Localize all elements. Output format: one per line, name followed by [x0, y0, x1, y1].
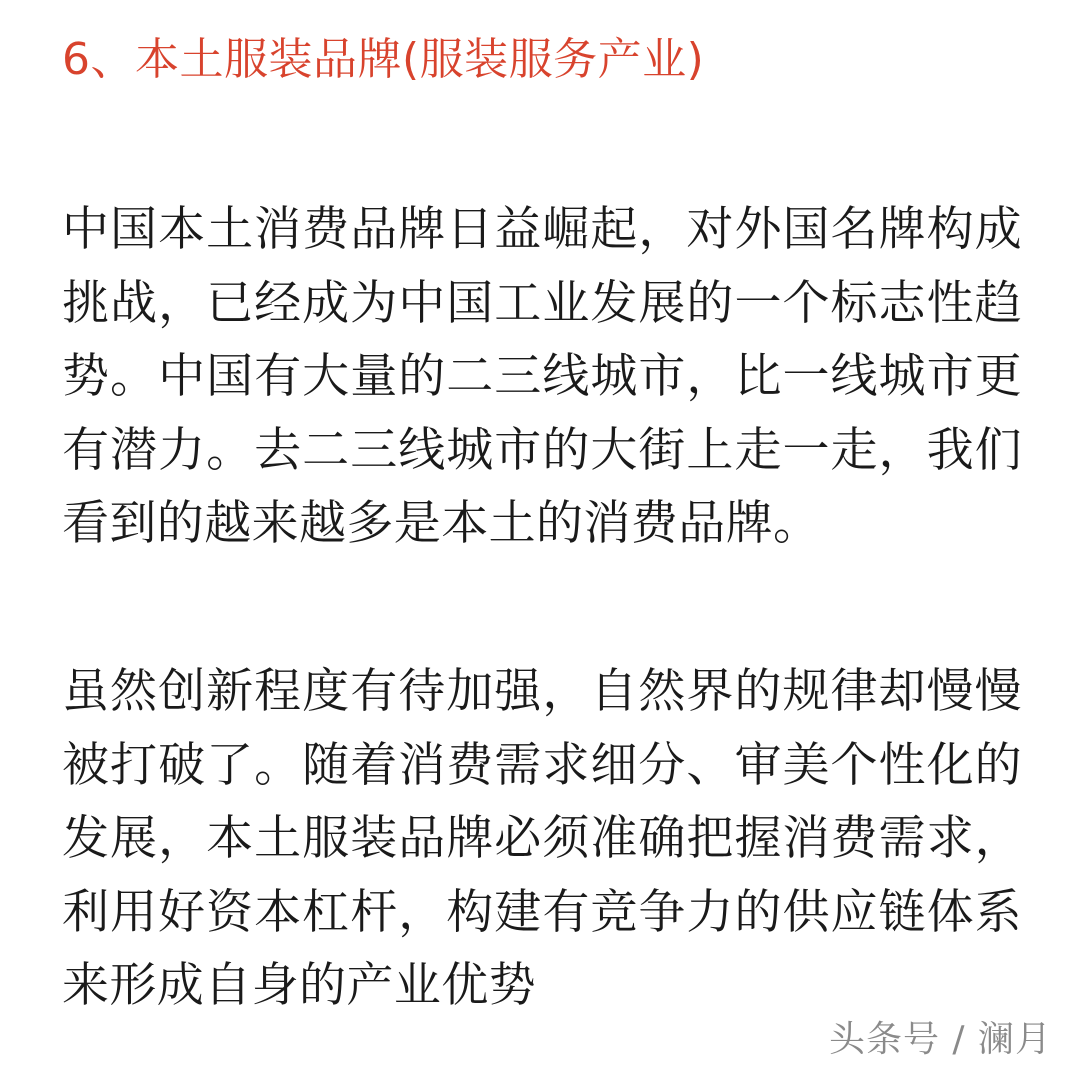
paragraph-2: 虽然创新程度有待加强，自然界的规律却慢慢被打破了。随着消费需求细分、审美个性化的发展，本土服装品牌必须准确把握消费需求，利用好资本杠杆，构建有竞争力的供应链体系来形成自身的产业优势: [62, 664, 1022, 1013]
paragraph-1: 中国本土消费品牌日益崛起，对外国名牌构成挑战，已经成为中国工业发展的一个标志性趋势。中国有大量的二三线城市，比一线城市更有潜力。去二三线城市的大街上走一走，我们看到的越来越多是本土的消费品牌。: [62, 202, 1022, 551]
section-heading: 6、本土服装品牌(服装服务产业): [62, 34, 705, 85]
source-watermark: 头条号 / 澜月: [828, 1019, 1052, 1060]
